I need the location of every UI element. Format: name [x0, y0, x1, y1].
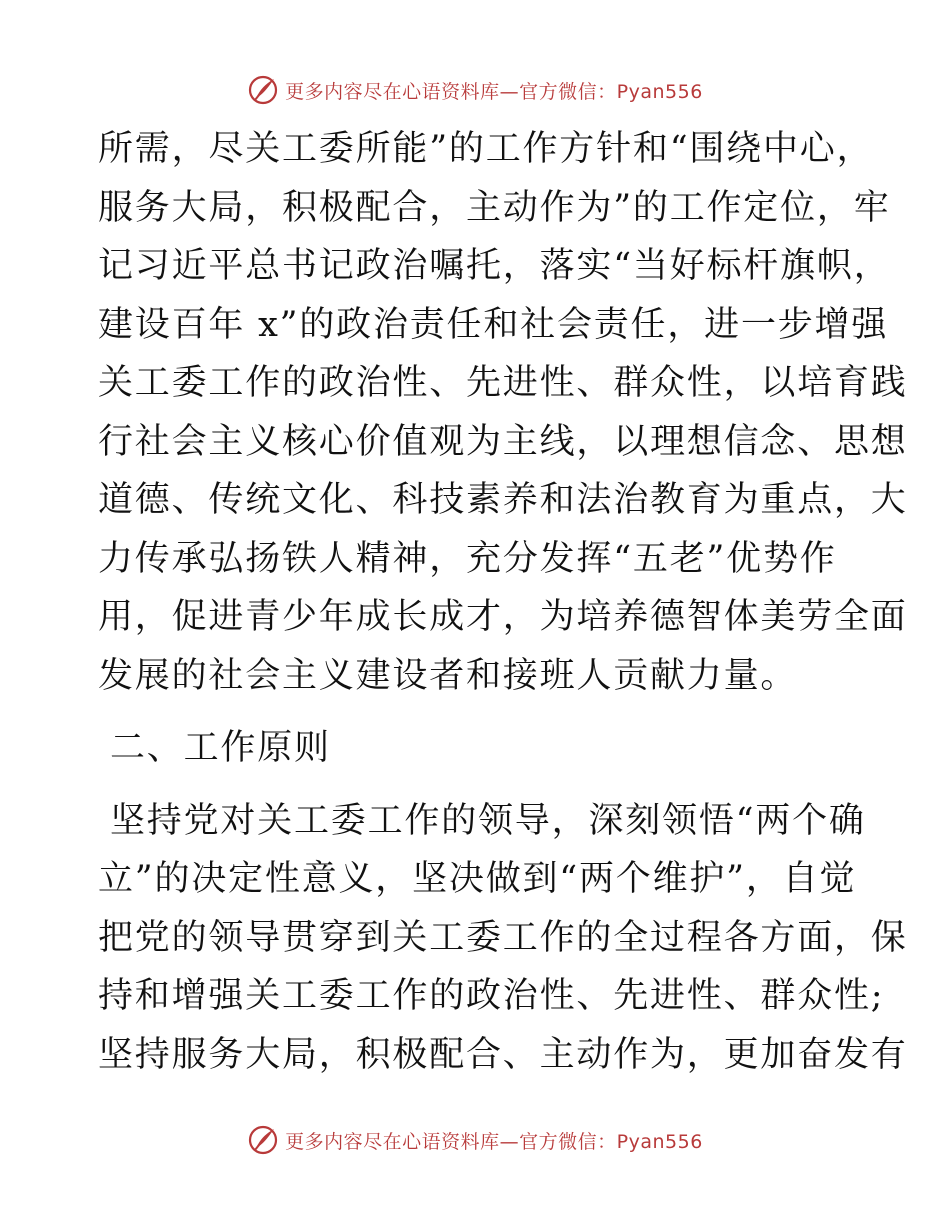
text-line: 建设百年 x”的政治责任和社会责任，进一步增强: [98, 304, 889, 345]
text-line: 坚持服务大局，积极配合、主动作为，更加奋发有: [98, 1034, 908, 1075]
header-text: 更多内容尽在心语资料库—官方微信：Pyan556: [285, 80, 703, 103]
section-heading: 二、工作原则: [110, 728, 331, 768]
paragraph-2: [98, 792, 866, 851]
feather-pen-logo-icon: [247, 74, 279, 106]
header-banner: [0, 70, 950, 110]
text-line: 立”的决定性意义，坚决做到“两个维护”，自觉: [98, 859, 857, 899]
paragraph-1: [98, 120, 908, 705]
text-line: 把党的领导贯穿到关工委工作的全过程各方面，保: [98, 917, 908, 958]
text-line: 记习近平总书记政治嘱托，落实“当好标杆旗帜，: [98, 246, 891, 286]
text-line: 道德、传统文化、科技素养和法治教育为重点，大: [98, 480, 908, 520]
paragraph-2-continued: [98, 850, 908, 1084]
text-line: 用，促进青少年成长成才，为培养德智体美劳全面: [98, 597, 908, 637]
text-line: 持和增强关工委工作的政治性、先进性、群众性;: [98, 976, 885, 1016]
document-body: [98, 120, 908, 1084]
footer-text: 更多内容尽在心语资料库—官方微信：Pyan556: [285, 1130, 703, 1153]
text-line: 行社会主义核心价值观为主线，以理想信念、思想: [98, 421, 908, 462]
text-line: 发展的社会主义建设者和接班人贡献力量。: [98, 655, 798, 696]
text-line: 服务大局，积极配合，主动作为”的工作定位，牢: [98, 187, 891, 228]
footer-banner: [0, 1120, 950, 1160]
text-line: 所需，尽关工委所能”的工作方针和“围绕中心，: [98, 129, 874, 169]
text-line: 坚持党对关工委工作的领导，深刻领悟“两个确: [110, 800, 866, 841]
text-line: 关工委工作的政治性、先进性、群众性，以培育践: [98, 363, 908, 403]
text-line: 力传承弘扬铁人精神，充分发挥“五老”优势作: [98, 538, 837, 579]
feather-pen-logo-icon: [247, 1124, 279, 1156]
